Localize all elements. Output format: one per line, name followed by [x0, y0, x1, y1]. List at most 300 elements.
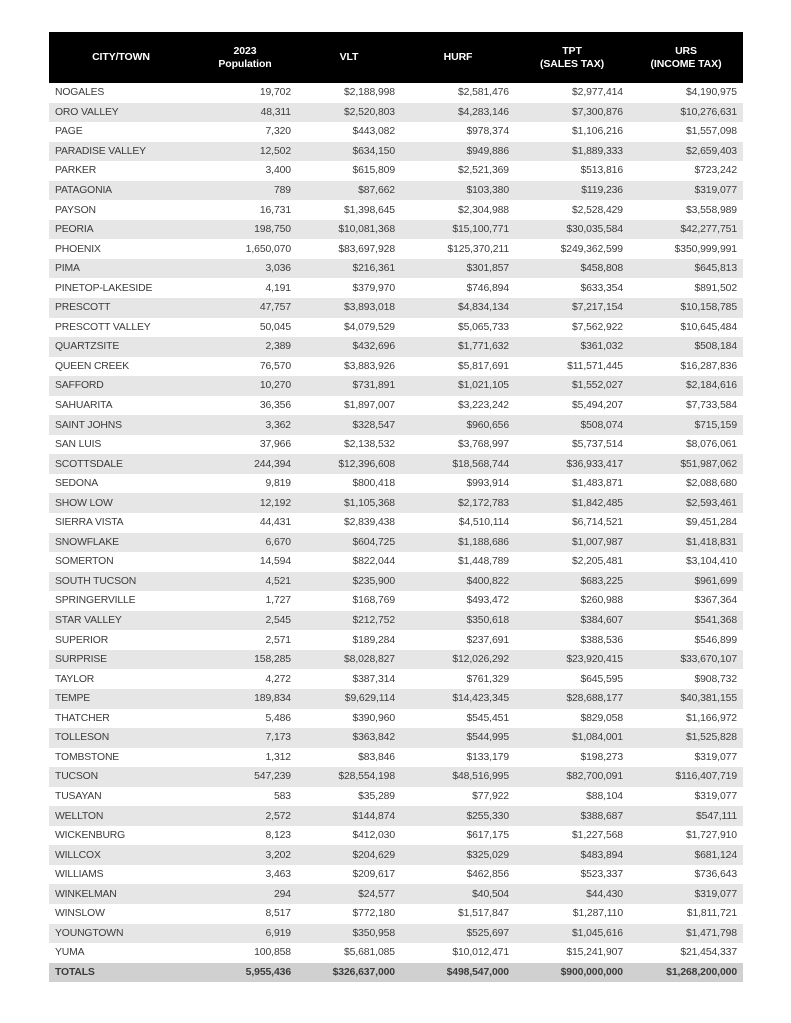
cell-hurf: $545,451 [401, 709, 515, 729]
column-header-pop-line-1: Population [218, 57, 272, 70]
cell-pop: 14,594 [193, 552, 297, 572]
cell-vlt: $2,839,438 [297, 513, 401, 533]
cell-vlt: $28,554,198 [297, 767, 401, 787]
cell-tpt: $30,035,584 [515, 220, 629, 240]
cell-pop: 5,486 [193, 709, 297, 729]
cell-urs: $4,190,975 [629, 83, 743, 103]
cell-vlt: $24,577 [297, 884, 401, 904]
cell-hurf: $525,697 [401, 924, 515, 944]
cell-tpt: $1,007,987 [515, 533, 629, 553]
cell-urs: $961,699 [629, 572, 743, 592]
cell-pop: 100,858 [193, 943, 297, 963]
column-header-pop-line-0: 2023 [233, 44, 257, 57]
table-row[interactable] [49, 161, 743, 181]
cell-city: SAINT JOHNS [49, 415, 193, 435]
cell-vlt: $1,897,007 [297, 396, 401, 416]
cell-vlt: $10,081,368 [297, 220, 401, 240]
table-row[interactable] [49, 845, 743, 865]
cell-hurf: $993,914 [401, 474, 515, 494]
cell-vlt: $731,891 [297, 376, 401, 396]
cell-tpt: $7,562,922 [515, 318, 629, 338]
column-header-pop [193, 32, 297, 83]
cell-tpt: $388,536 [515, 630, 629, 650]
cell-hurf: $617,175 [401, 826, 515, 846]
cell-city: WILLCOX [49, 845, 193, 865]
cell-hurf: $48,516,995 [401, 767, 515, 787]
cell-hurf: $960,656 [401, 415, 515, 435]
cell-vlt: $2,138,532 [297, 435, 401, 455]
table-row[interactable] [49, 493, 743, 513]
cell-hurf: $350,618 [401, 611, 515, 631]
cell-hurf: $40,504 [401, 884, 515, 904]
cell-tpt: $361,032 [515, 337, 629, 357]
cell-city: TUSAYAN [49, 787, 193, 807]
table-row[interactable] [49, 220, 743, 240]
cell-pop: 19,702 [193, 83, 297, 103]
table-header [49, 32, 743, 83]
cell-tpt: $5,737,514 [515, 435, 629, 455]
table-row[interactable] [49, 278, 743, 298]
cell-vlt: $800,418 [297, 474, 401, 494]
cell-city: STAR VALLEY [49, 611, 193, 631]
cell-hurf: $400,822 [401, 572, 515, 592]
cell-urs: $9,451,284 [629, 513, 743, 533]
cell-hurf: $12,026,292 [401, 650, 515, 670]
cell-hurf: $125,370,211 [401, 239, 515, 259]
cell-urs: $8,076,061 [629, 435, 743, 455]
cell-tpt: $88,104 [515, 787, 629, 807]
cell-urs: $116,407,719 [629, 767, 743, 787]
cell-tpt: $633,354 [515, 278, 629, 298]
table-row[interactable] [49, 259, 743, 279]
cell-urs: $1,727,910 [629, 826, 743, 846]
cell-urs: $33,670,107 [629, 650, 743, 670]
table-row[interactable] [49, 689, 743, 709]
column-header-hurf [401, 32, 515, 83]
cell-tpt: $1,045,616 [515, 924, 629, 944]
cell-hurf: $3,223,242 [401, 396, 515, 416]
cell-tpt: $82,700,091 [515, 767, 629, 787]
cell-vlt: $822,044 [297, 552, 401, 572]
column-header-hurf-line-0: HURF [443, 51, 473, 64]
table-row[interactable] [49, 650, 743, 670]
table-row[interactable] [49, 239, 743, 259]
cell-hurf: $462,856 [401, 865, 515, 885]
cell-urs: $2,659,403 [629, 142, 743, 162]
column-header-urs-line-0: URS [675, 44, 697, 57]
cell-vlt: $209,617 [297, 865, 401, 885]
cell-pop: 189,834 [193, 689, 297, 709]
cell-pop: 198,750 [193, 220, 297, 240]
cell-vlt: $168,769 [297, 591, 401, 611]
cell-city: QUARTZSITE [49, 337, 193, 357]
cell-city: NOGALES [49, 83, 193, 103]
cell-tpt: $645,595 [515, 669, 629, 689]
cell-urs: $21,454,337 [629, 943, 743, 963]
cell-city: TOLLESON [49, 728, 193, 748]
cell-urs: $1,557,098 [629, 122, 743, 142]
cell-city: SOUTH TUCSON [49, 572, 193, 592]
table-row[interactable] [49, 435, 743, 455]
cell-tpt: $119,236 [515, 181, 629, 201]
cell-pop: 294 [193, 884, 297, 904]
totals-cell-hurf: $498,547,000 [401, 963, 515, 983]
cell-vlt: $379,970 [297, 278, 401, 298]
cell-pop: 2,545 [193, 611, 297, 631]
cell-urs: $319,077 [629, 181, 743, 201]
cell-tpt: $483,894 [515, 845, 629, 865]
cell-hurf: $4,510,114 [401, 513, 515, 533]
cell-pop: 2,389 [193, 337, 297, 357]
cell-hurf: $103,380 [401, 181, 515, 201]
cell-pop: 37,966 [193, 435, 297, 455]
cell-pop: 3,463 [193, 865, 297, 885]
cell-vlt: $328,547 [297, 415, 401, 435]
cell-hurf: $5,817,691 [401, 357, 515, 377]
totals-cell-vlt: $326,637,000 [297, 963, 401, 983]
cell-pop: 1,727 [193, 591, 297, 611]
table-row[interactable] [49, 826, 743, 846]
cell-city: QUEEN CREEK [49, 357, 193, 377]
cell-hurf: $1,021,105 [401, 376, 515, 396]
table-row[interactable] [49, 122, 743, 142]
totals-cell-city: TOTALS [49, 963, 193, 983]
column-header-urs-line-1: (INCOME TAX) [650, 57, 722, 70]
cell-vlt: $216,361 [297, 259, 401, 279]
cell-vlt: $87,662 [297, 181, 401, 201]
table-row[interactable] [49, 787, 743, 807]
cell-vlt: $390,960 [297, 709, 401, 729]
cell-vlt: $189,284 [297, 630, 401, 650]
cell-tpt: $513,816 [515, 161, 629, 181]
cell-urs: $7,733,584 [629, 396, 743, 416]
cell-tpt: $1,084,001 [515, 728, 629, 748]
cell-tpt: $198,273 [515, 748, 629, 768]
table-row[interactable] [49, 474, 743, 494]
cell-tpt: $508,074 [515, 415, 629, 435]
cell-tpt: $1,287,110 [515, 904, 629, 924]
column-header-tpt-line-1: (SALES TAX) [539, 57, 605, 70]
table-row[interactable] [49, 142, 743, 162]
cell-tpt: $7,300,876 [515, 103, 629, 123]
cell-city: WILLIAMS [49, 865, 193, 885]
cell-pop: 3,202 [193, 845, 297, 865]
cell-hurf: $15,100,771 [401, 220, 515, 240]
cell-tpt: $1,227,568 [515, 826, 629, 846]
cell-hurf: $1,517,847 [401, 904, 515, 924]
cell-pop: 158,285 [193, 650, 297, 670]
table-row[interactable] [49, 943, 743, 963]
cell-vlt: $12,396,608 [297, 454, 401, 474]
cell-tpt: $1,552,027 [515, 376, 629, 396]
cell-tpt: $5,494,207 [515, 396, 629, 416]
table-row[interactable] [49, 709, 743, 729]
cell-city: SCOTTSDALE [49, 454, 193, 474]
cell-urs: $1,166,972 [629, 709, 743, 729]
cell-city: SOMERTON [49, 552, 193, 572]
cell-tpt: $44,430 [515, 884, 629, 904]
table-row[interactable] [49, 200, 743, 220]
table-row[interactable] [49, 318, 743, 338]
cell-urs: $891,502 [629, 278, 743, 298]
cell-city: PARKER [49, 161, 193, 181]
column-header-city [49, 32, 193, 83]
cell-hurf: $493,472 [401, 591, 515, 611]
cell-vlt: $212,752 [297, 611, 401, 631]
table-row[interactable] [49, 591, 743, 611]
column-header-vlt [297, 32, 401, 83]
totals-cell-pop: 5,955,436 [193, 963, 297, 983]
cell-hurf: $761,329 [401, 669, 515, 689]
cell-hurf: $978,374 [401, 122, 515, 142]
cell-vlt: $1,398,645 [297, 200, 401, 220]
cell-pop: 583 [193, 787, 297, 807]
cell-pop: 8,517 [193, 904, 297, 924]
cell-pop: 4,521 [193, 572, 297, 592]
column-header-city-line-0: CITY/TOWN [92, 51, 150, 64]
table-row[interactable] [49, 454, 743, 474]
cell-hurf: $1,448,789 [401, 552, 515, 572]
cell-pop: 1,650,070 [193, 239, 297, 259]
cell-city: YUMA [49, 943, 193, 963]
cell-hurf: $77,922 [401, 787, 515, 807]
table-row[interactable] [49, 337, 743, 357]
cell-pop: 48,311 [193, 103, 297, 123]
cell-vlt: $9,629,114 [297, 689, 401, 709]
cell-urs: $723,242 [629, 161, 743, 181]
cell-vlt: $235,900 [297, 572, 401, 592]
cell-vlt: $363,842 [297, 728, 401, 748]
cell-pop: 50,045 [193, 318, 297, 338]
cell-city: THATCHER [49, 709, 193, 729]
cell-city: PIMA [49, 259, 193, 279]
column-header-tpt-line-0: TPT [562, 44, 582, 57]
cell-urs: $541,368 [629, 611, 743, 631]
cell-vlt: $3,893,018 [297, 298, 401, 318]
cell-vlt: $615,809 [297, 161, 401, 181]
table-row[interactable] [49, 924, 743, 944]
cell-vlt: $8,028,827 [297, 650, 401, 670]
cell-hurf: $325,029 [401, 845, 515, 865]
cell-city: SAHUARITA [49, 396, 193, 416]
cell-city: PAGE [49, 122, 193, 142]
cell-hurf: $2,581,476 [401, 83, 515, 103]
table-row[interactable] [49, 806, 743, 826]
cell-urs: $908,732 [629, 669, 743, 689]
table-row[interactable] [49, 415, 743, 435]
cell-pop: 12,502 [193, 142, 297, 162]
cell-vlt: $4,079,529 [297, 318, 401, 338]
cell-urs: $3,558,989 [629, 200, 743, 220]
cell-tpt: $249,362,599 [515, 239, 629, 259]
table-body [49, 83, 743, 982]
cell-urs: $1,811,721 [629, 904, 743, 924]
cell-pop: 12,192 [193, 493, 297, 513]
cell-city: SIERRA VISTA [49, 513, 193, 533]
cell-city: SEDONA [49, 474, 193, 494]
cell-urs: $42,277,751 [629, 220, 743, 240]
cell-vlt: $387,314 [297, 669, 401, 689]
cell-urs: $40,381,155 [629, 689, 743, 709]
cell-city: PRESCOTT VALLEY [49, 318, 193, 338]
cell-tpt: $36,933,417 [515, 454, 629, 474]
cell-tpt: $1,483,871 [515, 474, 629, 494]
table-row[interactable] [49, 396, 743, 416]
cell-hurf: $3,768,997 [401, 435, 515, 455]
cell-urs: $2,184,616 [629, 376, 743, 396]
cell-urs: $10,158,785 [629, 298, 743, 318]
cell-vlt: $2,520,803 [297, 103, 401, 123]
cell-tpt: $683,225 [515, 572, 629, 592]
cell-pop: 6,670 [193, 533, 297, 553]
cell-urs: $547,111 [629, 806, 743, 826]
cell-urs: $10,645,484 [629, 318, 743, 338]
cell-urs: $546,899 [629, 630, 743, 650]
cell-pop: 789 [193, 181, 297, 201]
cell-tpt: $829,058 [515, 709, 629, 729]
table-row[interactable] [49, 298, 743, 318]
cell-vlt: $432,696 [297, 337, 401, 357]
cell-vlt: $634,150 [297, 142, 401, 162]
cell-hurf: $14,423,345 [401, 689, 515, 709]
table-row[interactable] [49, 611, 743, 631]
cell-city: PEORIA [49, 220, 193, 240]
cell-hurf: $18,568,744 [401, 454, 515, 474]
table-row[interactable] [49, 181, 743, 201]
cell-urs: $350,999,991 [629, 239, 743, 259]
cell-city: PHOENIX [49, 239, 193, 259]
cell-hurf: $746,894 [401, 278, 515, 298]
cell-pop: 44,431 [193, 513, 297, 533]
cell-vlt: $2,188,998 [297, 83, 401, 103]
cell-city: WINSLOW [49, 904, 193, 924]
cell-urs: $319,077 [629, 884, 743, 904]
cell-vlt: $35,289 [297, 787, 401, 807]
cell-urs: $1,525,828 [629, 728, 743, 748]
cell-urs: $681,124 [629, 845, 743, 865]
cell-city: PAYSON [49, 200, 193, 220]
cell-city: SURPRISE [49, 650, 193, 670]
cell-pop: 36,356 [193, 396, 297, 416]
cell-pop: 3,362 [193, 415, 297, 435]
table-row[interactable] [49, 904, 743, 924]
cell-pop: 6,919 [193, 924, 297, 944]
cell-city: SUPERIOR [49, 630, 193, 650]
cell-urs: $10,276,631 [629, 103, 743, 123]
table-row[interactable] [49, 357, 743, 377]
cell-hurf: $237,691 [401, 630, 515, 650]
table-row[interactable] [49, 767, 743, 787]
cell-hurf: $301,857 [401, 259, 515, 279]
cell-vlt: $604,725 [297, 533, 401, 553]
cell-vlt: $204,629 [297, 845, 401, 865]
column-header-vlt-line-0: VLT [339, 51, 359, 64]
cell-pop: 10,270 [193, 376, 297, 396]
table-row[interactable] [49, 884, 743, 904]
cell-tpt: $6,714,521 [515, 513, 629, 533]
cell-pop: 7,320 [193, 122, 297, 142]
cell-urs: $16,287,836 [629, 357, 743, 377]
cell-urs: $2,593,461 [629, 493, 743, 513]
table-row[interactable] [49, 83, 743, 103]
column-header-urs [629, 32, 743, 83]
totals-cell-urs: $1,268,200,000 [629, 963, 743, 983]
table-row[interactable] [49, 630, 743, 650]
cell-urs: $736,643 [629, 865, 743, 885]
cell-city: SAN LUIS [49, 435, 193, 455]
cell-vlt: $5,681,085 [297, 943, 401, 963]
table-row[interactable] [49, 865, 743, 885]
cell-pop: 4,272 [193, 669, 297, 689]
cell-city: SAFFORD [49, 376, 193, 396]
table-row[interactable] [49, 728, 743, 748]
cell-tpt: $260,988 [515, 591, 629, 611]
cell-hurf: $133,179 [401, 748, 515, 768]
cell-city: TAYLOR [49, 669, 193, 689]
cell-hurf: $10,012,471 [401, 943, 515, 963]
cell-city: WINKELMAN [49, 884, 193, 904]
cell-vlt: $144,874 [297, 806, 401, 826]
table-row[interactable] [49, 376, 743, 396]
cell-urs: $1,418,831 [629, 533, 743, 553]
table-row[interactable] [49, 533, 743, 553]
table-row[interactable] [49, 748, 743, 768]
cell-pop: 47,757 [193, 298, 297, 318]
table-row[interactable] [49, 669, 743, 689]
cell-city: SNOWFLAKE [49, 533, 193, 553]
cell-pop: 2,572 [193, 806, 297, 826]
cell-vlt: $350,958 [297, 924, 401, 944]
cell-tpt: $1,106,216 [515, 122, 629, 142]
cell-tpt: $7,217,154 [515, 298, 629, 318]
cell-city: ORO VALLEY [49, 103, 193, 123]
cell-hurf: $255,330 [401, 806, 515, 826]
cell-vlt: $3,883,926 [297, 357, 401, 377]
cell-urs: $645,813 [629, 259, 743, 279]
cell-city: PRESCOTT [49, 298, 193, 318]
cell-pop: 7,173 [193, 728, 297, 748]
table-row[interactable] [49, 552, 743, 572]
cell-city: WELLTON [49, 806, 193, 826]
cell-vlt: $443,082 [297, 122, 401, 142]
cell-pop: 1,312 [193, 748, 297, 768]
cell-urs: $319,077 [629, 787, 743, 807]
cell-pop: 3,036 [193, 259, 297, 279]
cell-hurf: $2,172,783 [401, 493, 515, 513]
cell-pop: 76,570 [193, 357, 297, 377]
cell-hurf: $5,065,733 [401, 318, 515, 338]
cell-tpt: $11,571,445 [515, 357, 629, 377]
cell-vlt: $772,180 [297, 904, 401, 924]
table-row[interactable] [49, 513, 743, 533]
cell-hurf: $2,304,988 [401, 200, 515, 220]
cell-pop: 2,571 [193, 630, 297, 650]
cell-tpt: $15,241,907 [515, 943, 629, 963]
cell-urs: $319,077 [629, 748, 743, 768]
cell-city: YOUNGTOWN [49, 924, 193, 944]
header-row [49, 32, 743, 83]
cell-hurf: $4,283,146 [401, 103, 515, 123]
cell-hurf: $949,886 [401, 142, 515, 162]
cell-tpt: $388,687 [515, 806, 629, 826]
cell-tpt: $2,205,481 [515, 552, 629, 572]
cell-city: WICKENBURG [49, 826, 193, 846]
cell-urs: $367,364 [629, 591, 743, 611]
cell-city: TUCSON [49, 767, 193, 787]
table-row[interactable] [49, 103, 743, 123]
cell-city: TEMPE [49, 689, 193, 709]
table-row[interactable] [49, 572, 743, 592]
